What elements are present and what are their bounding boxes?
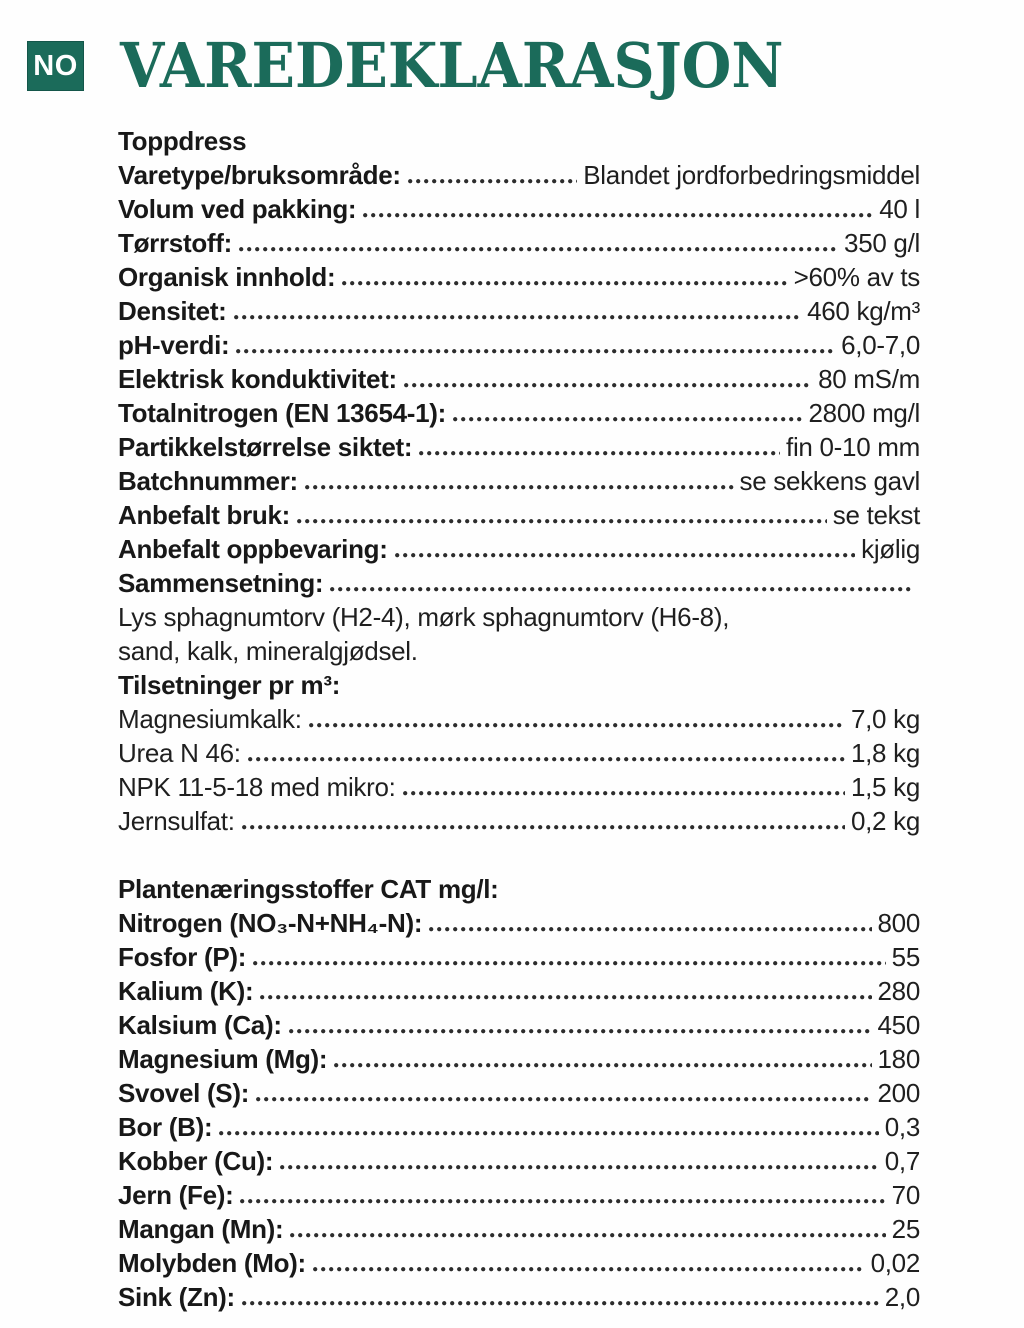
spec-row: [118, 1008, 920, 1042]
dotted-leader: [330, 586, 914, 592]
spec-value: 40 l: [879, 194, 920, 224]
spec-row: [118, 226, 920, 260]
spec-value: 460 kg/m³: [807, 296, 920, 326]
spec-value: >60% av ts: [793, 262, 920, 292]
spec-row: [118, 532, 920, 566]
spec-label: Molybden (Mo):: [118, 1248, 306, 1278]
spec-value: 80 mS/m: [818, 364, 920, 394]
spec-row: [118, 736, 920, 770]
spec-row: [118, 396, 920, 430]
dotted-leader: [280, 1164, 878, 1170]
spec-row: [118, 192, 920, 226]
dotted-leader: [289, 1028, 872, 1034]
spec-value: se tekst: [832, 500, 920, 530]
spec-label: Varetype/bruksområde:: [118, 160, 401, 190]
spec-row: [118, 124, 920, 158]
spec-value: se sekkens gavl: [739, 466, 920, 496]
spec-value: 1,5 kg: [850, 772, 920, 802]
spec-label: Densitet:: [118, 296, 227, 326]
spec-label: Tørrstoff:: [118, 228, 232, 258]
page-header: [0, 0, 1024, 100]
spec-row: [118, 566, 920, 600]
dotted-leader: [297, 518, 827, 524]
spec-label: Jernsulfat:: [118, 806, 235, 836]
dotted-leader: [453, 416, 802, 422]
spec-row: [118, 940, 920, 974]
language-badge: NO: [27, 41, 84, 91]
spec-value: 800: [877, 908, 920, 938]
spec-label: Partikkelstørrelse siktet:: [118, 432, 413, 462]
dotted-leader: [429, 926, 871, 932]
dotted-leader: [363, 212, 873, 218]
spec-row: [118, 600, 920, 634]
dotted-leader: [239, 246, 838, 252]
dotted-leader: [248, 756, 845, 762]
spec-value: fin 0-10 mm: [786, 432, 920, 462]
spec-value: 180: [877, 1044, 920, 1074]
spec-row: [118, 1178, 920, 1212]
spec-label: Kalsium (Ca):: [118, 1010, 282, 1040]
spec-row: [118, 430, 920, 464]
spec-label: pH-verdi:: [118, 330, 230, 360]
spec-label: Toppdress: [118, 126, 247, 156]
spec-value: 55: [891, 942, 920, 972]
spec-label: Batchnummer:: [118, 466, 298, 496]
spec-value: 2,0: [884, 1282, 920, 1312]
spec-row: [118, 1042, 920, 1076]
spec-label: Anbefalt oppbevaring:: [118, 534, 388, 564]
spec-value: 7,0 kg: [850, 704, 920, 734]
spec-label: Bor (B):: [118, 1112, 213, 1142]
spec-value: 2800 mg/l: [808, 398, 920, 428]
spec-label: Plantenæringsstoffer CAT mg/l:: [118, 874, 499, 904]
spec-label: Volum ved pakking:: [118, 194, 357, 224]
spec-row: [118, 906, 920, 940]
dotted-leader: [309, 722, 845, 728]
dotted-leader: [234, 314, 802, 320]
spec-row: [118, 1246, 920, 1280]
spec-value: 280: [877, 976, 920, 1006]
dotted-leader: [403, 790, 845, 796]
dotted-leader: [313, 1266, 865, 1272]
spec-label: Tilsetninger pr m³:: [118, 670, 341, 700]
spec-label: sand, kalk, mineralgjødsel.: [118, 636, 418, 666]
spec-label: NPK 11-5-18 med mikro:: [118, 772, 396, 802]
spec-value: 0,7: [884, 1146, 920, 1176]
dotted-leader: [256, 1096, 871, 1102]
dotted-leader: [242, 1300, 879, 1306]
spec-row: [118, 872, 920, 906]
spec-row: [118, 328, 920, 362]
spec-value: 450: [877, 1010, 920, 1040]
spec-label: Urea N 46:: [118, 738, 241, 768]
spec-label: Sammensetning:: [118, 568, 324, 598]
spec-value: 6,0-7,0: [841, 330, 920, 360]
dotted-leader: [219, 1130, 878, 1136]
spec-label: Nitrogen (NO₃-N+NH₄-N):: [118, 908, 423, 938]
spec-label: Lys sphagnumtorv (H2-4), mørk sphagnumtorv (H6-8),: [118, 602, 730, 632]
spec-row: [118, 1212, 920, 1246]
spec-row: [118, 294, 920, 328]
spec-label: Anbefalt bruk:: [118, 500, 291, 530]
spec-label: Totalnitrogen (EN 13654-1):: [118, 398, 447, 428]
spec-label: Elektrisk konduktivitet:: [118, 364, 397, 394]
page-title: VAREDEKLARASJON: [120, 29, 784, 102]
spec-row: [118, 464, 920, 498]
spec-value: Blandet jordforbedringsmiddel: [583, 160, 920, 190]
spec-label: Magnesium (Mg):: [118, 1044, 328, 1074]
spec-value: 0,3: [884, 1112, 920, 1142]
spec-row: [118, 634, 920, 668]
spec-value: kjølig: [861, 534, 920, 564]
spec-value: 25: [891, 1214, 920, 1244]
spec-label: Svovel (S):: [118, 1078, 250, 1108]
dotted-leader: [334, 1062, 871, 1068]
dotted-leader: [253, 960, 886, 966]
spec-value: 0,2 kg: [850, 806, 920, 836]
spec-label: Fosfor (P):: [118, 942, 247, 972]
spec-value: 1,8 kg: [850, 738, 920, 768]
spec-row: [118, 1076, 920, 1110]
spec-row: [118, 1144, 920, 1178]
spec-list: [118, 124, 920, 1314]
spec-label: Jern (Fe):: [118, 1180, 234, 1210]
dotted-leader: [242, 824, 845, 830]
dotted-leader: [260, 994, 871, 1000]
spec-row: [118, 804, 920, 838]
spec-row: [118, 498, 920, 532]
spec-label: Kalium (K):: [118, 976, 254, 1006]
spec-row: [118, 668, 920, 702]
spec-label: Mangan (Mn):: [118, 1214, 284, 1244]
spec-row: [118, 1110, 920, 1144]
dotted-leader: [404, 382, 812, 388]
spec-value: 70: [891, 1180, 920, 1210]
dotted-leader: [240, 1198, 885, 1204]
spec-row: [118, 770, 920, 804]
spec-row: [118, 158, 920, 192]
spec-label: Magnesiumkalk:: [118, 704, 302, 734]
spec-label: Organisk innhold:: [118, 262, 336, 292]
dotted-leader: [305, 484, 734, 490]
dotted-leader: [395, 552, 856, 558]
spec-row: [118, 702, 920, 736]
spec-row: [118, 362, 920, 396]
dotted-leader: [236, 348, 835, 354]
spec-label: Sink (Zn):: [118, 1282, 235, 1312]
spec-row: [118, 260, 920, 294]
dotted-leader: [290, 1232, 885, 1238]
dotted-leader: [408, 178, 578, 184]
section-spacer: [118, 838, 920, 872]
spec-value: 0,02: [870, 1248, 920, 1278]
dotted-leader: [419, 450, 780, 456]
dotted-leader: [342, 280, 787, 286]
spec-value: 350 g/l: [844, 228, 920, 258]
spec-row: [118, 974, 920, 1008]
spec-row: [118, 1280, 920, 1314]
spec-label: Kobber (Cu):: [118, 1146, 274, 1176]
spec-value: 200: [877, 1078, 920, 1108]
